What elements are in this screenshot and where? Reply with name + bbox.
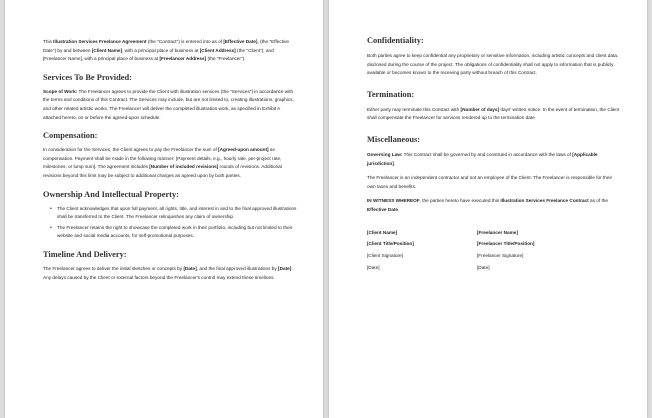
contractor-paragraph: The Freelancer is an independent contractor and not an employee of the Client. The Freelancer is responsible for their own taxes and benefits.: [367, 175, 613, 189]
document-page-2: [329, 0, 647, 418]
compensation-heading: Compensation:: [43, 131, 98, 141]
witness-paragraph: IN WITNESS WHEREOF, the parties hereto have executed this Illustration Services Freelance Contract as of the Effective Date.: [367, 198, 609, 212]
client-signature: [Client Signature]: [367, 253, 403, 259]
miscellaneous-heading: Miscellaneous:: [367, 134, 421, 144]
confidentiality-paragraph: Both parties agree to keep confidential any proprietary or sensitive information, including artistic concepts and client data, disclosed during the course of the project. The obligations of confidentiality shall not apply to information that is publicly available or becomes known to the receiving party without breach of this Contract.: [367, 53, 619, 76]
timeline-paragraph: The Freelancer agrees to deliver the initial sketches or concepts by [Date], and the final approved illustrations by [Date]. Any delays caused by the Client or external factors beyond the Freelancer's control may extend these timelines.: [43, 265, 293, 280]
services-heading: Services To Be Provided:: [43, 72, 132, 82]
list-item: • The Client acknowledges that upon full payment, all rights, title, and interest in and to the final approved illustrations shall be transferred to the Client. The Freelancer relinquishes any claim of ownership.: [57, 205, 297, 222]
freelancer-signature: [Freelancer Signature]: [477, 253, 524, 259]
client-signature-column: [367, 229, 477, 277]
freelancer-signature-column: [477, 229, 587, 277]
freelancer-date: [Date]: [477, 265, 490, 271]
client-name: [Client Name]: [367, 229, 398, 235]
services-paragraph: Scope of Work: The Freelancer agrees to provide the Client with illustration services (the "Services") in accordance with the terms and conditions of this Contract. The Services may include, but are not limited to, creating illustrations, graphics, and other related artistic works. The Freelancer will deliver the completed illustration work, as specified in Exhibit A attached hereto, on or before the agreed-upon schedule.: [43, 88, 294, 120]
governing-law-paragraph: Governing Law: This Contract shall be governed by and construed in accordance with the laws of [Applicable jurisdiction].: [367, 151, 598, 166]
list-item: • The Freelancer retains the right to showcase the completed work in their portfolio, including but not limited to their website and social media accounts, for self-promotional purposes.: [57, 224, 297, 241]
timeline-heading: Timeline And Delivery:: [43, 249, 127, 259]
ownership-list: [43, 205, 297, 241]
spacer: [367, 215, 621, 227]
termination-paragraph: Either party may terminate this Contract with [Number of days] days' written notice. In the event of termination, the Client shall compensate the Freelancer for services rendered up to the termination date.: [367, 106, 620, 121]
document-page-1: [5, 0, 323, 418]
ownership-heading: Ownership And Intellectual Property:: [43, 189, 179, 199]
confidentiality-heading: Confidentiality:: [367, 36, 424, 45]
freelancer-title: [Freelancer Title/Position]: [477, 241, 535, 247]
freelancer-name: [Freelancer Name]: [477, 229, 518, 235]
intro-paragraph: This Illustration Services Freelance Agreement (the "Contract") is entered into as of [Effective Date], (the "Effective Date") by and between [Client Name], with a principal place of business at [Client Address] (the "Client"), and [Freelancer Name], with a principal place of business at [Freelancer Address] (the "Freelancer").: [43, 39, 290, 62]
signature-block: [367, 229, 587, 277]
compensation-paragraph: In consideration for the Services, the Client agrees to pay the Freelancer the sum of [Agreed-upon amount] as compensation. Payment shall be made in the following manner: [Payment details, e.g., hourly rate, per-project rate, milestones, or lump sum]. The agreement includes [Number of included revisions] rounds of revisions. Additional revisions beyond this limit may be subject to additional charges as agreed upon by both parties.: [43, 147, 282, 178]
client-title: [Client Title/Position]: [367, 241, 414, 247]
client-date: [Date]: [367, 265, 380, 271]
termination-heading: Termination:: [367, 89, 415, 99]
